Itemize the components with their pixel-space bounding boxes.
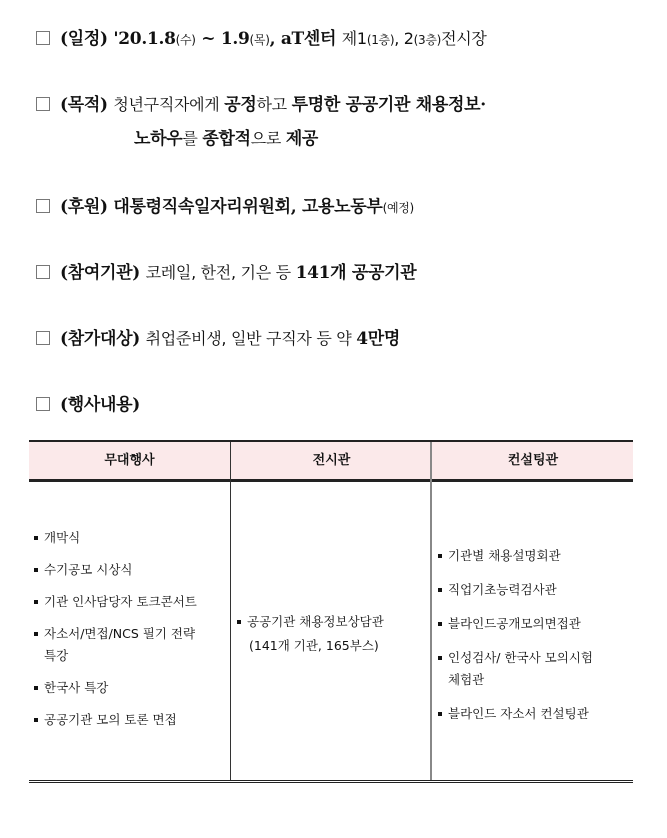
bullet-square-icon (438, 656, 442, 660)
item-text: 인성검사/ 한국사 모의시험 (448, 650, 593, 665)
contents-label: (행사내용) (60, 395, 140, 415)
text: 코레일, 한전, 기은 등 (145, 263, 296, 282)
column-divider (230, 442, 231, 780)
purpose-label: (목적) (60, 95, 108, 115)
sponsor-label: (후원) (60, 197, 108, 217)
checkbox-square-icon (36, 331, 50, 345)
bullet-square-icon (438, 588, 442, 592)
item-text: 직업기초능력검사관 (448, 582, 557, 597)
checkbox-square-icon (36, 199, 50, 213)
floor: (3층) (413, 33, 442, 47)
event-table (29, 440, 633, 783)
text: 청년구직자에게 (113, 95, 225, 114)
list-item (438, 548, 630, 564)
hall: , 2 (394, 29, 414, 48)
exhibition-list (237, 614, 427, 654)
bullet-square-icon (34, 600, 38, 604)
list-item (438, 650, 630, 666)
text: 취업준비생, 일반 구직자 등 약 (145, 329, 357, 348)
list-item (34, 626, 226, 642)
contents-line (36, 394, 140, 416)
list-item (438, 706, 630, 722)
list-item (34, 530, 226, 546)
item-text: 공공기관 모의 토론 면접 (44, 712, 177, 727)
table-header (29, 442, 633, 482)
list-item (34, 712, 226, 728)
item-text: 개막식 (44, 530, 81, 545)
schedule-label: (일정) (60, 29, 108, 49)
list-item (34, 680, 226, 696)
list-item-continuation: 특강 (44, 648, 69, 663)
weekday: (수) (175, 33, 196, 47)
bullet-square-icon (34, 632, 38, 636)
sponsors: 대통령직속일자리위원회, 고용노동부 (113, 197, 383, 217)
item-text: 수기공모 시상식 (44, 562, 133, 577)
purpose-line-2 (134, 128, 318, 150)
list-item (34, 562, 226, 578)
floor: (1층) (366, 33, 395, 47)
bullet-square-icon (34, 568, 38, 572)
participants-line (36, 262, 416, 284)
schedule-start-date: '20.1.8 (113, 29, 176, 49)
item-text: 기관 인사담당자 토크콘서트 (44, 594, 197, 609)
bullet-square-icon (438, 712, 442, 716)
hall-suffix: 전시장 (441, 29, 487, 48)
column-divider (430, 442, 432, 780)
list-item-continuation: 체험관 (448, 672, 485, 687)
stage-events-list (34, 530, 226, 728)
bullet-square-icon (34, 536, 38, 540)
text: 공정 (224, 95, 257, 115)
text: 를 (182, 129, 203, 148)
checkbox-square-icon (36, 265, 50, 279)
column-header-consulting: 컨설팅관 (507, 453, 559, 468)
item-text: 블라인드공개모의면접관 (448, 616, 581, 631)
list-item (34, 594, 226, 610)
text: 제공 (285, 129, 319, 149)
checkbox-square-icon (36, 397, 50, 411)
tentative-note: (예정) (382, 201, 414, 215)
text: 노하우 (134, 129, 183, 149)
list-item (438, 616, 630, 632)
exhibition-detail: (141개 기관, 165부스) (249, 638, 379, 653)
consulting-list (438, 548, 630, 722)
column-header-stage: 무대행사 (104, 453, 155, 468)
bullet-square-icon (34, 718, 38, 722)
attendee-count: 4만명 (356, 329, 400, 349)
text: 종합적 (202, 129, 251, 149)
venue: , aT센터 (269, 29, 342, 49)
item-text: 공공기관 채용정보상담관 (247, 614, 384, 629)
sponsor-line (36, 196, 414, 219)
item-text: 자소서/면접/NCS 필기 전략 (44, 626, 196, 641)
list-item (438, 582, 630, 598)
hall: 제1 (341, 29, 367, 48)
text: 으로 (250, 129, 286, 148)
schedule-line (36, 28, 487, 51)
schedule-end-date: ~ 1.9 (195, 29, 250, 49)
checkbox-square-icon (36, 31, 50, 45)
target-label: (참가대상) (60, 329, 140, 349)
checkbox-square-icon (36, 97, 50, 111)
target-line (36, 328, 400, 350)
bullet-square-icon (34, 686, 38, 690)
item-text: 한국사 특강 (44, 680, 109, 695)
bullet-square-icon (237, 620, 241, 624)
text: 하고 (256, 95, 292, 114)
text: 투명한 공공기관 채용정보· (291, 95, 486, 115)
item-text: 기관별 채용설명회관 (448, 548, 561, 563)
bullet-square-icon (438, 554, 442, 558)
participants-label: (참여기관) (60, 263, 140, 283)
item-text: 블라인드 자소서 컨설팅관 (448, 706, 589, 721)
purpose-line (36, 94, 486, 116)
institution-count: 141개 공공기관 (295, 263, 417, 283)
column-header-exhibition: 전시관 (312, 453, 351, 468)
bullet-square-icon (438, 622, 442, 626)
list-item (237, 614, 427, 630)
weekday: (목) (249, 33, 270, 47)
